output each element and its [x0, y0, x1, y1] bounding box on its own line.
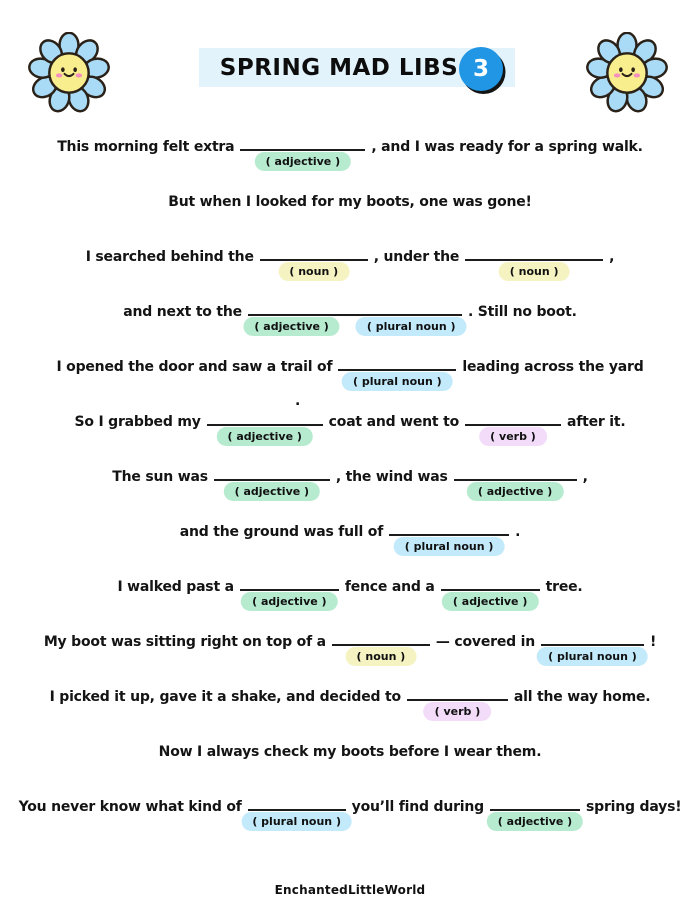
fill-in-blank-adjective: [240, 585, 339, 608]
flower-icon: [586, 32, 668, 114]
fill-in-blank-plural_noun: [338, 365, 456, 388]
part-of-speech-labels: [241, 812, 352, 831]
line-text: . Still no boot.: [467, 304, 577, 320]
fill-in-blank-verb: [407, 695, 508, 718]
fill-in-blank-noun: [260, 255, 368, 278]
line-text: But when I looked for my boots, one was gone!: [168, 194, 532, 210]
madlib-line: [0, 413, 700, 468]
wrapped-period: .: [295, 393, 301, 409]
line-text: , under the: [373, 249, 460, 265]
madlib-body: [0, 130, 700, 853]
line-text: and the ground was full of: [179, 524, 384, 540]
line-text: you’ll find during: [351, 799, 484, 815]
line-text: This morning felt extra: [57, 139, 235, 155]
fill-in-blank-adjective: [454, 475, 577, 498]
part-of-speech-labels: [342, 372, 453, 391]
part-of-speech-labels: [346, 647, 417, 666]
madlib-line: [0, 743, 700, 798]
line-text: , the wind was: [335, 469, 448, 485]
pos-label-adjective: ( adjective ): [442, 592, 538, 611]
pos-label-adjective: ( adjective ): [487, 812, 583, 831]
line-text: I searched behind the: [85, 249, 254, 265]
header: [0, 0, 700, 130]
fill-in-blank-plural_noun: [248, 805, 346, 828]
line-text: leading across the yard: [462, 359, 644, 375]
pos-label-plural_noun: ( plural noun ): [356, 317, 467, 336]
pos-label-adjective: ( adjective ): [224, 482, 320, 501]
pos-label-adjective: ( adjective ): [467, 482, 563, 501]
part-of-speech-labels: [278, 262, 349, 281]
line-text: I picked it up, gave it a shake, and decided to: [49, 689, 401, 705]
madlib-line: [0, 138, 700, 193]
fill-in-blank-adjective-plural_noun: [248, 310, 462, 333]
fill-in-blank-noun: [465, 255, 603, 278]
pos-label-verb: ( verb ): [424, 702, 492, 721]
fill-in-blank-plural_noun: [389, 530, 509, 553]
line-text: ,: [609, 249, 615, 265]
part-of-speech-labels: [479, 427, 547, 446]
part-of-speech-labels: [394, 537, 505, 556]
madlib-line: [0, 358, 700, 413]
page-number-badge: [459, 47, 503, 91]
pos-label-verb: ( verb ): [479, 427, 547, 446]
part-of-speech-labels: [224, 482, 320, 501]
line-text: all the way home.: [513, 689, 651, 705]
pos-label-noun: ( noun ): [499, 262, 570, 281]
flower-icon: [28, 32, 110, 114]
madlib-line: [0, 468, 700, 523]
madlib-line: [0, 688, 700, 743]
part-of-speech-labels: [499, 262, 570, 281]
line-text: I walked past a: [117, 579, 234, 595]
fill-in-blank-adjective: [214, 475, 330, 498]
pos-label-noun: ( noun ): [346, 647, 417, 666]
line-text: — covered in: [435, 634, 535, 650]
line-text: I opened the door and saw a trail of: [56, 359, 333, 375]
fill-in-blank-adjective: [207, 420, 323, 443]
madlib-line: [0, 633, 700, 688]
madlib-line: [0, 303, 700, 358]
madlib-line: [0, 578, 700, 633]
pos-label-plural_noun: ( plural noun ): [241, 812, 352, 831]
madlib-line: [0, 798, 700, 853]
madlib-line: [0, 248, 700, 303]
line-text: Now I always check my boots before I wear them.: [158, 744, 542, 760]
line-text: , and I was ready for a spring walk.: [371, 139, 643, 155]
line-text: !: [649, 634, 657, 650]
fill-in-blank-noun: [332, 640, 430, 663]
footer-brand: EnchantedLittleWorld: [274, 883, 426, 897]
part-of-speech-labels: [424, 702, 492, 721]
pos-label-plural_noun: ( plural noun ): [394, 537, 505, 556]
line-text: So I grabbed my: [74, 414, 201, 430]
fill-in-blank-adjective: [240, 145, 365, 168]
fill-in-blank-adjective: [441, 585, 540, 608]
part-of-speech-labels: [537, 647, 648, 666]
fill-in-blank-plural_noun: [541, 640, 644, 663]
pos-label-plural_noun: ( plural noun ): [342, 372, 453, 391]
pos-label-plural_noun: ( plural noun ): [537, 647, 648, 666]
part-of-speech-labels: [487, 812, 583, 831]
line-text: The sun was: [112, 469, 208, 485]
line-text: spring days!: [586, 799, 682, 815]
line-text: You never know what kind of: [18, 799, 242, 815]
madlib-line: [0, 523, 700, 578]
line-text: coat and went to: [328, 414, 459, 430]
line-text: and next to the: [123, 304, 242, 320]
line-text: ,: [582, 469, 588, 485]
madlib-line: [0, 193, 700, 248]
line-text: .: [515, 524, 521, 540]
page-number: 3: [472, 56, 489, 82]
part-of-speech-labels: [241, 592, 337, 611]
line-text: tree.: [545, 579, 583, 595]
fill-in-blank-verb: [465, 420, 561, 443]
part-of-speech-labels: [467, 482, 563, 501]
footer: [0, 879, 700, 898]
line-text: after it.: [567, 414, 626, 430]
part-of-speech-labels: [442, 592, 538, 611]
pos-label-adjective: ( adjective ): [243, 317, 339, 336]
part-of-speech-labels: [255, 152, 351, 171]
page-title: SPRING MAD LIBS: [219, 54, 459, 81]
pos-label-adjective: ( adjective ): [241, 592, 337, 611]
line-text: fence and a: [344, 579, 435, 595]
pos-label-noun: ( noun ): [278, 262, 349, 281]
part-of-speech-labels: [243, 317, 466, 336]
pos-label-adjective: ( adjective ): [216, 427, 312, 446]
pos-label-adjective: ( adjective ): [255, 152, 351, 171]
part-of-speech-labels: [216, 427, 312, 446]
line-text: My boot was sitting right on top of a: [43, 634, 326, 650]
fill-in-blank-adjective: [490, 805, 580, 828]
